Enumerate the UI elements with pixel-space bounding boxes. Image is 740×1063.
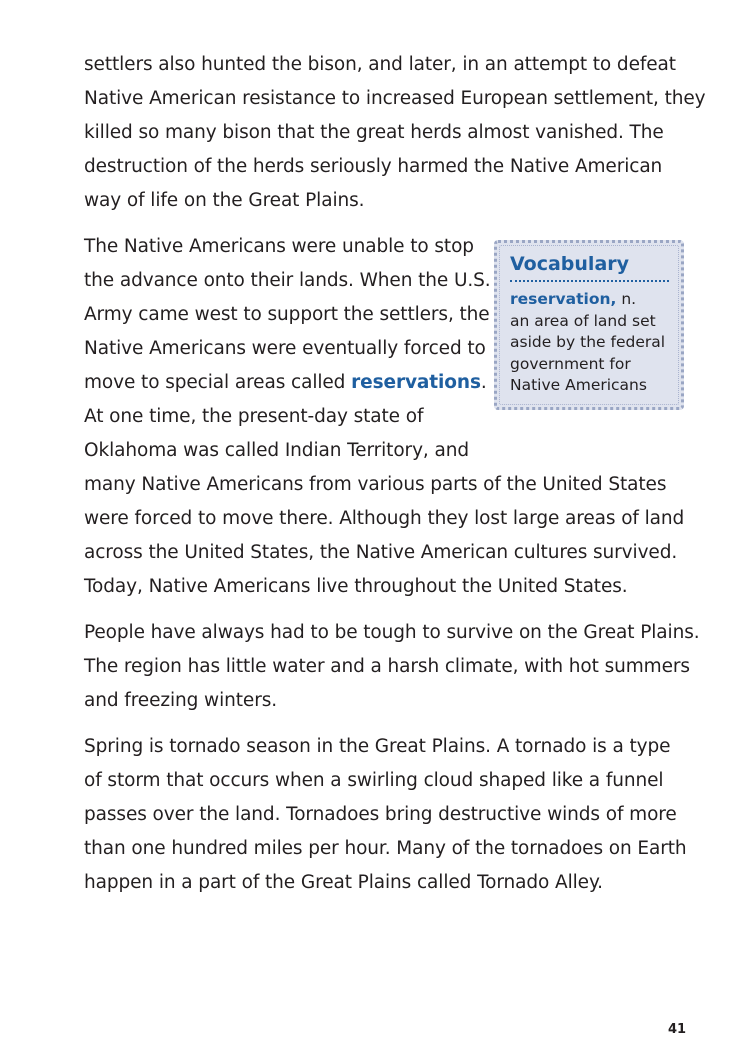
definition-line: an area of land set bbox=[510, 311, 656, 330]
vocabulary-title: Vocabulary bbox=[510, 253, 630, 275]
text-line: Today, Native Americans live throughout the United States. bbox=[84, 576, 628, 597]
definition-line: government for bbox=[510, 354, 631, 373]
text-line: People have always had to be tough to survive on the Great Plains. bbox=[84, 622, 700, 643]
text-line: At one time, the present-day state of bbox=[84, 406, 424, 427]
vocabulary-term-reservations: reservations bbox=[351, 372, 481, 393]
vocabulary-divider bbox=[510, 280, 669, 282]
text-line: The region has little water and a harsh climate, with hot summers bbox=[84, 656, 690, 677]
page-number: 41 bbox=[668, 1022, 687, 1037]
text-line: Oklahoma was called Indian Territory, and bbox=[84, 440, 469, 461]
text-segment: . bbox=[480, 372, 487, 393]
text-line: way of life on the Great Plains. bbox=[84, 190, 365, 211]
text-line bbox=[84, 366, 487, 400]
part-of-speech: n. bbox=[616, 290, 637, 308]
text-line: across the United States, the Native American cultures survived. bbox=[84, 542, 678, 563]
definition-line: aside by the federal bbox=[510, 333, 666, 351]
vocabulary-headword-line bbox=[510, 289, 680, 311]
text-line: of storm that occurs when a swirling cloud shaped like a funnel bbox=[84, 770, 664, 791]
text-line: were forced to move there. Although they lost large areas of land bbox=[84, 508, 685, 529]
text-line: the advance onto their lands. When the U.S. bbox=[84, 270, 491, 291]
text-line: than one hundred miles per hour. Many of the tornadoes on Earth bbox=[84, 838, 687, 859]
text-line: Army came west to support the settlers, the bbox=[84, 304, 490, 325]
text-line: Native Americans were eventually forced to bbox=[84, 338, 486, 359]
text-line: and freezing winters. bbox=[84, 690, 278, 711]
vocabulary-entry bbox=[510, 289, 680, 397]
vocabulary-word: reservation, bbox=[510, 290, 617, 308]
text-line: Native American resistance to increased European settlement, they bbox=[84, 88, 706, 109]
vocabulary-box bbox=[494, 240, 684, 410]
text-line: settlers also hunted the bison, and later, in an attempt to defeat bbox=[84, 54, 676, 75]
text-line: passes over the land. Tornadoes bring destructive winds of more bbox=[84, 804, 677, 825]
text-line: Spring is tornado season in the Great Plains. A tornado is a type bbox=[84, 736, 671, 757]
text-line: destruction of the herds seriously harmed the Native American bbox=[84, 156, 663, 177]
text-line: killed so many bison that the great herds almost vanished. The bbox=[84, 122, 664, 143]
definition-line: Native Americans bbox=[510, 376, 647, 394]
text-line: The Native Americans were unable to stop bbox=[84, 236, 474, 257]
text-segment: move to special areas called bbox=[84, 372, 352, 393]
text-line: many Native Americans from various parts of the United States bbox=[84, 474, 667, 495]
text-line: happen in a part of the Great Plains called Tornado Alley. bbox=[84, 872, 603, 893]
